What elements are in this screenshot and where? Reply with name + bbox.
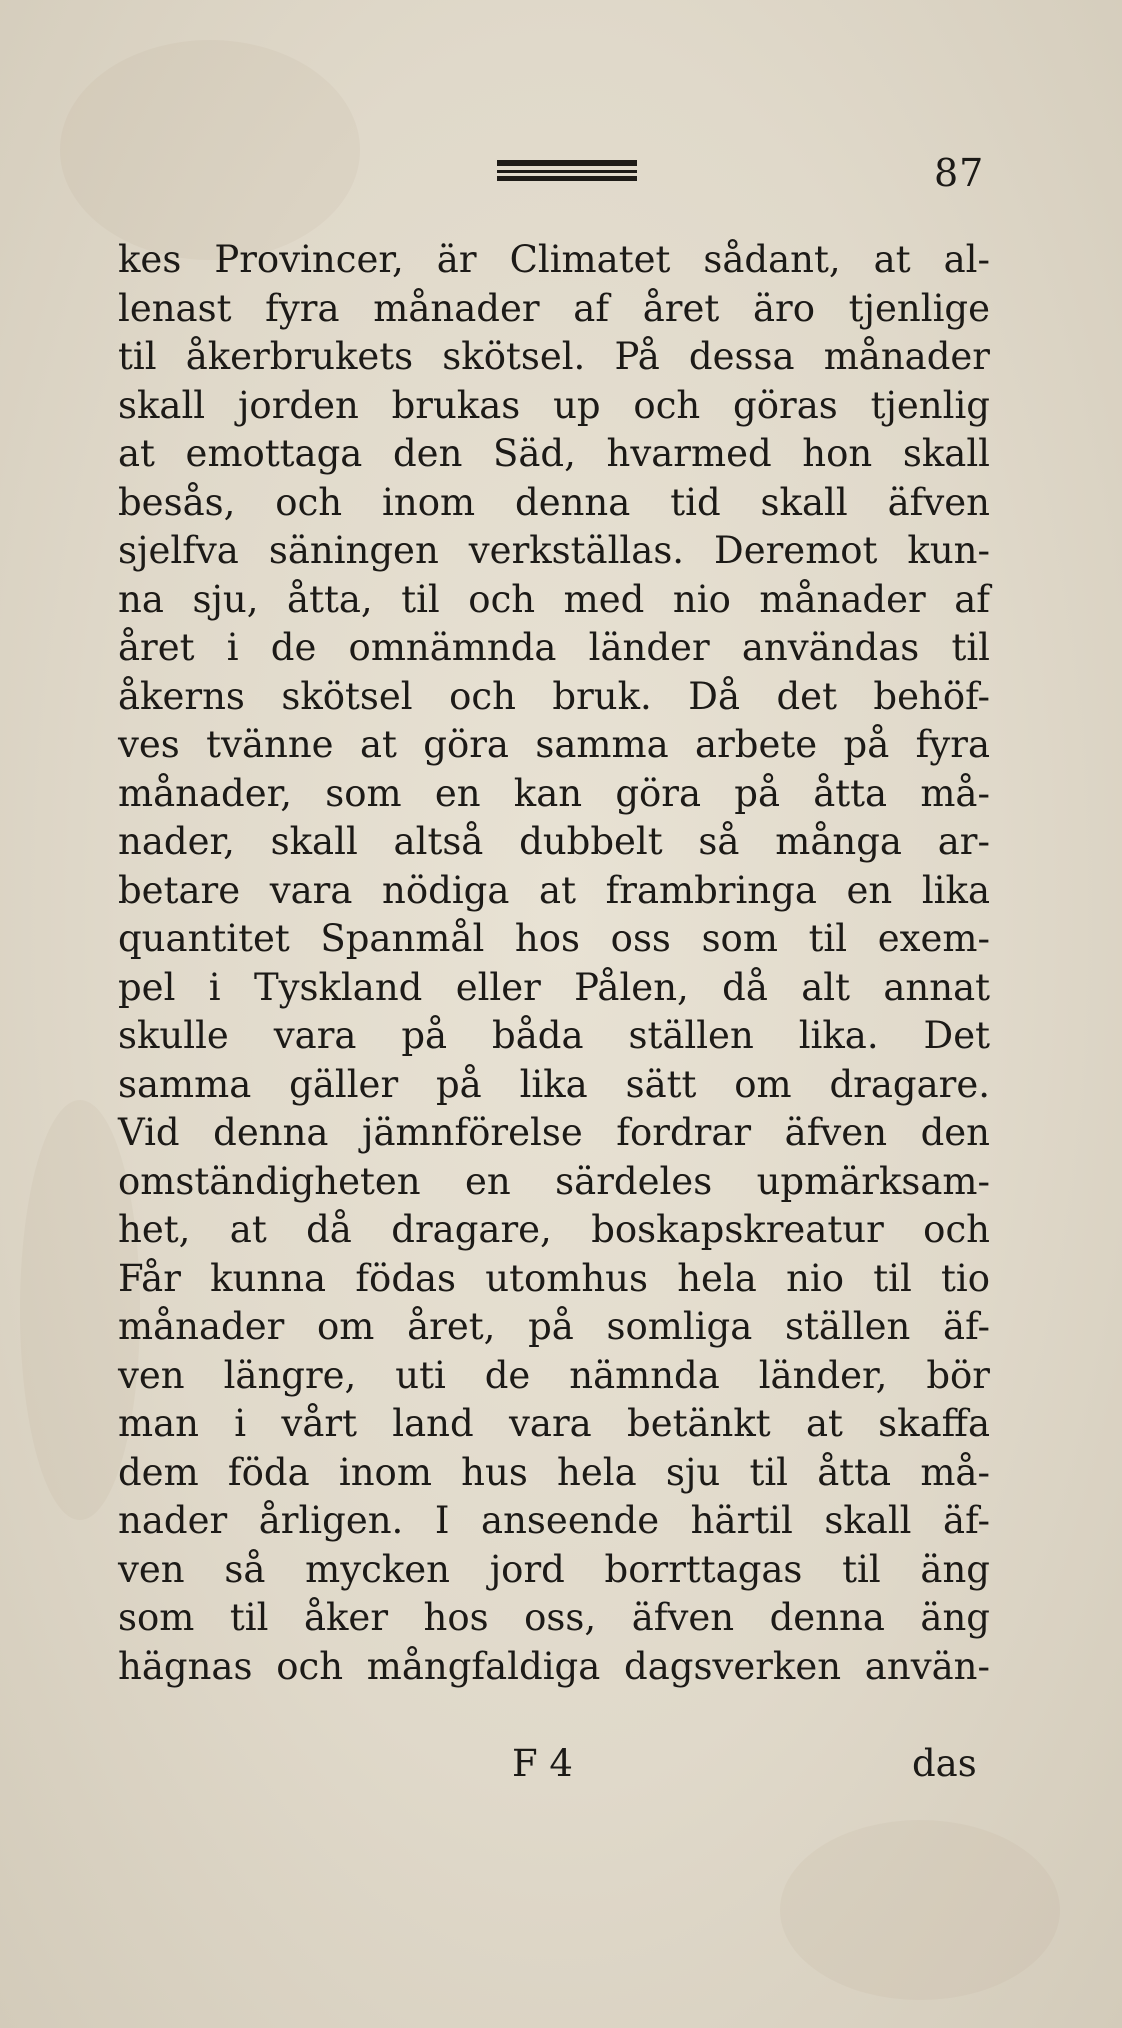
signature-mark: F 4 bbox=[512, 1742, 573, 1785]
catchword: das bbox=[912, 1742, 977, 1785]
text-line: betare vara nödiga at frambringa en lika bbox=[118, 868, 990, 912]
page-number: 87 bbox=[934, 151, 985, 195]
paper-stain bbox=[60, 40, 360, 260]
text-line: samma gäller på lika sätt om dragare. bbox=[118, 1062, 990, 1106]
text-line: lenast fyra månader af året äro tjenlige bbox=[118, 286, 990, 330]
text-line: at emottaga den Säd, hvarmed hon skall bbox=[118, 432, 990, 475]
text-line: månader om året, på somliga ställen äf- bbox=[118, 1305, 990, 1348]
text-line: quantitet Spanmål hos oss som til exem- bbox=[118, 917, 990, 960]
text-line: hägnas och mångfaldiga dagsverken använ- bbox=[118, 1644, 990, 1688]
text-line: nader, skall altså dubbelt så många ar- bbox=[118, 820, 990, 863]
text-line: månader, som en kan göra på åtta må- bbox=[118, 771, 990, 815]
text-line: ven längre, uti de nämnda länder, bör bbox=[118, 1353, 990, 1397]
text-line: skulle vara på båda ställen lika. Det bbox=[118, 1014, 990, 1057]
text-line: Får kunna födas utomhus hela nio til tio bbox=[118, 1256, 990, 1300]
text-line: året i de omnämnda länder användas til bbox=[118, 626, 990, 669]
header-rule bbox=[497, 160, 637, 182]
text-line: besås, och inom denna tid skall äfven bbox=[118, 480, 990, 524]
text-line: nader årligen. I anseende härtil skall äf- bbox=[118, 1499, 990, 1542]
text-line: man i vårt land vara betänkt at skaffa bbox=[118, 1402, 990, 1445]
text-line: sjelfva säningen verkställas. Deremot kun- bbox=[118, 529, 990, 572]
text-line: Vid denna jämnförelse fordrar äfven den bbox=[118, 1111, 990, 1154]
text-line: kes Provincer, är Climatet sådant, at al- bbox=[118, 238, 990, 281]
text-line: som til åker hos oss, äfven denna äng bbox=[118, 1596, 990, 1639]
text-line: ves tvänne at göra samma arbete på fyra bbox=[118, 723, 990, 766]
text-line: åkerns skötsel och bruk. Då det behöf- bbox=[118, 674, 990, 718]
body-text bbox=[118, 236, 990, 1691]
text-line: til åkerbrukets skötsel. På dessa månader bbox=[118, 335, 990, 378]
text-line: skall jorden brukas up och göras tjenlig bbox=[118, 383, 990, 427]
text-line: dem föda inom hus hela sju til åtta må- bbox=[118, 1450, 990, 1494]
text-line: na sju, åtta, til och med nio månader af bbox=[118, 577, 990, 621]
paper-stain bbox=[780, 1820, 1060, 2000]
text-line: ven så mycken jord borrttagas til äng bbox=[118, 1547, 990, 1591]
text-line: pel i Tyskland eller Pålen, då alt annat bbox=[118, 965, 990, 1009]
text-line: omständigheten en särdeles upmärksam- bbox=[118, 1159, 990, 1203]
text-line: het, at då dragare, boskapskreatur och bbox=[118, 1208, 990, 1251]
